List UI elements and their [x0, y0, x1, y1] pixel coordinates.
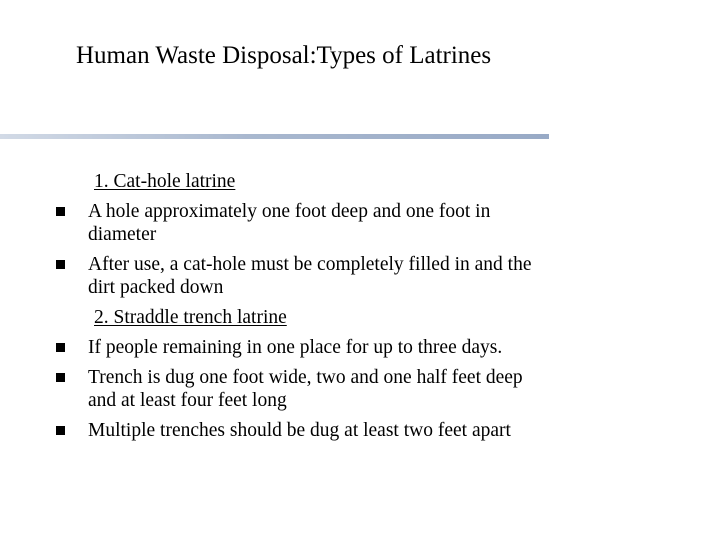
- square-bullet-icon: [56, 426, 65, 435]
- slide-title: Human Waste Disposal:Types of Latrines: [76, 42, 492, 69]
- list-item-text: If people remaining in one place for up to three days.: [88, 337, 503, 358]
- list-item-text-continued: dirt packed down: [88, 277, 224, 298]
- square-bullet-icon: [56, 207, 65, 216]
- slide-body: [0, 167, 720, 445]
- list-item-text-continued: diameter: [88, 224, 157, 245]
- list-item: [0, 333, 720, 362]
- square-bullet-icon: [56, 343, 65, 352]
- list-item-text: Trench is dug one foot wide, two and one half feet deep: [88, 367, 523, 388]
- list-item: [0, 416, 720, 445]
- section-heading-label: 2. Straddle trench latrine: [94, 307, 287, 328]
- list-item: [0, 250, 720, 302]
- section-heading-label: 1. Cat-hole latrine: [94, 171, 236, 192]
- list-item-text: A hole approximately one foot deep and one foot in: [88, 201, 491, 222]
- square-bullet-icon: [56, 373, 65, 382]
- section-heading-straddle-trench: [0, 303, 720, 332]
- list-item-text: Multiple trenches should be dug at least two feet apart: [88, 420, 511, 441]
- section-heading-cat-hole: [0, 167, 720, 196]
- list-item-text: After use, a cat-hole must be completely filled in and the: [88, 254, 532, 275]
- list-item: [0, 363, 720, 415]
- list-item: [0, 197, 720, 249]
- list-item-text-continued: and at least four feet long: [88, 390, 287, 411]
- square-bullet-icon: [56, 260, 65, 269]
- title-divider: [0, 134, 549, 139]
